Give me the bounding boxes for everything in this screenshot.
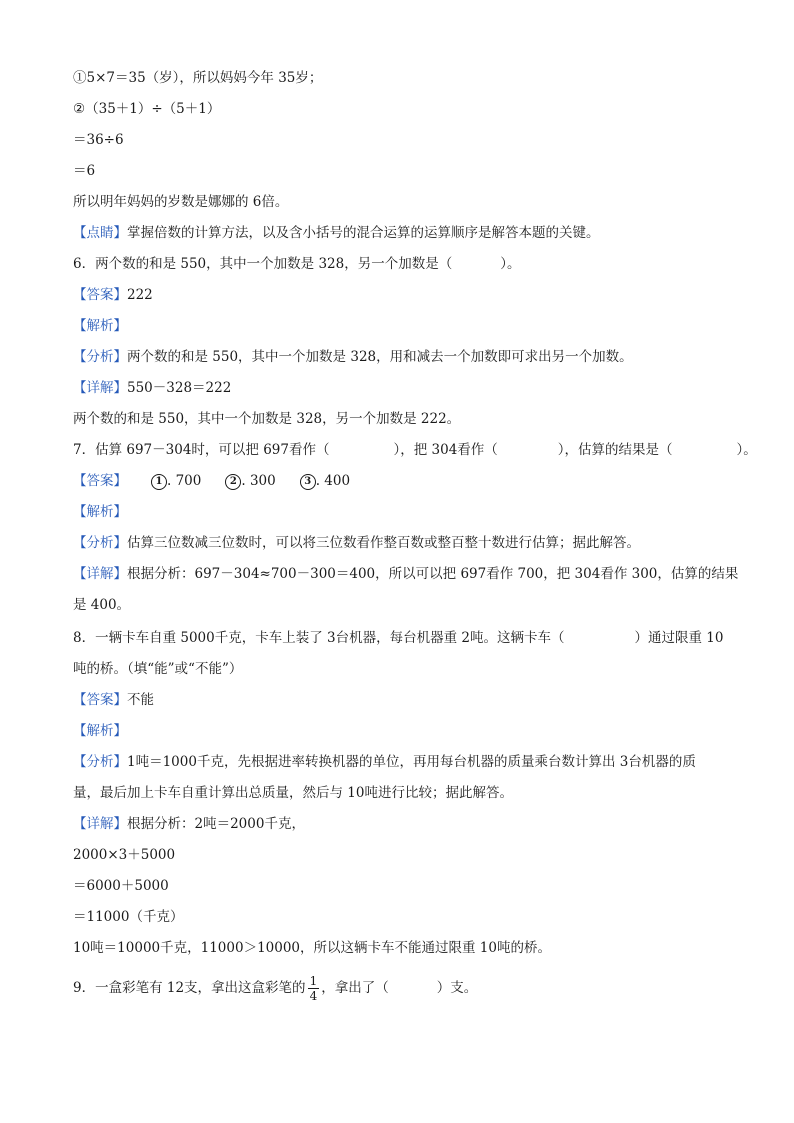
key-point-tag: 【点睛】 [73, 225, 127, 241]
circled-number-3: 3 [300, 474, 316, 490]
fraction: $\frac{1}{4}$ [309, 974, 318, 1003]
q8-expr-2: ＝6000＋5000 [73, 878, 169, 894]
q6-analysis: 【分析】两个数的和是 550，其中一个加数是 328，用和减去一个加数即可求出另一个加数。 [73, 349, 633, 365]
question-6: 6．两个数的和是 550，其中一个加数是 328，另一个加数是（ ）。 [73, 256, 521, 272]
circled-number-1: 1 [151, 474, 167, 490]
q6-answer: 【答案】222 [73, 287, 153, 303]
answer-tag: 【答案】 [73, 692, 127, 708]
q7-analysis: 【分析】估算三位数减三位数时，可以将三位数看作整百数或整百整十数进行估算；据此解答。 [73, 535, 640, 551]
q7-answer: 【答案】 1 . 700 2 . 300 3 . 400 [73, 473, 351, 489]
solution-step-4: ＝6 [73, 163, 96, 179]
q8-analysis-heading: 【解析】 [73, 723, 127, 739]
q8-summary: 10吨＝10000千克，11000＞10000，所以这辆卡车不能通过限重 10吨的桥。 [73, 940, 551, 956]
q8-expr-3: ＝11000（千克） [73, 909, 184, 925]
question-7: 7．估算 697－304时，可以把 697看作（ ），把 304看作（ ），估算的结果是（ ）。 [73, 442, 757, 458]
q8-detail: 【详解】根据分析：2吨＝2000千克， [73, 816, 305, 832]
q8-analysis-cont: 量，最后加上卡车自重计算出总质量，然后与 10吨进行比较；据此解答。 [73, 785, 513, 801]
question-9: 9．一盒彩笔有 12支，拿出这盒彩笔的 $\frac{1}{4}$ ，拿出了（ ）支。 [73, 974, 478, 1003]
q8-answer: 【答案】不能 [73, 692, 154, 708]
key-point: 【点睛】掌握倍数的计算方法，以及含小括号的混合运算的运算顺序是解答本题的关键。 [73, 225, 600, 241]
q7-detail: 【详解】根据分析：697－304≈700－300＝400，所以可以把 697看作 700，把 304看作 300，估算的结果 [73, 566, 739, 582]
circled-number-2: 2 [225, 474, 241, 490]
solution-step-2: ②（35＋1）÷（5＋1） [73, 101, 221, 117]
solution-step-1: ①5×7＝35（岁），所以妈妈今年 35岁； [73, 70, 323, 86]
answer-tag: 【答案】 [73, 287, 127, 303]
solution-step-3: ＝36÷6 [73, 132, 124, 148]
q6-analysis-heading: 【解析】 [73, 318, 127, 334]
q7-detail-cont: 是 400。 [73, 597, 131, 613]
q6-detail: 【详解】550－328＝222 [73, 380, 232, 396]
q6-summary: 两个数的和是 550，其中一个加数是 328，另一个加数是 222。 [73, 411, 461, 427]
q7-analysis-heading: 【解析】 [73, 504, 127, 520]
q8-analysis: 【分析】1吨＝1000千克，先根据进率转换机器的单位，再用每台机器的质量乘台数计算出 3台机器的质 [73, 754, 696, 770]
answer-tag: 【答案】 [73, 473, 127, 489]
question-8-cont: 吨的桥。（填“能”或“不能”） [73, 661, 243, 677]
q8-expr-1: 2000×3＋5000 [73, 847, 176, 863]
question-8: 8．一辆卡车自重 5000千克，卡车上装了 3台机器，每台机器重 2吨。这辆卡车（ ）通过限重 10 [73, 630, 724, 646]
solution-conclusion: 所以明年妈妈的岁数是娜娜的 6倍。 [73, 194, 289, 210]
